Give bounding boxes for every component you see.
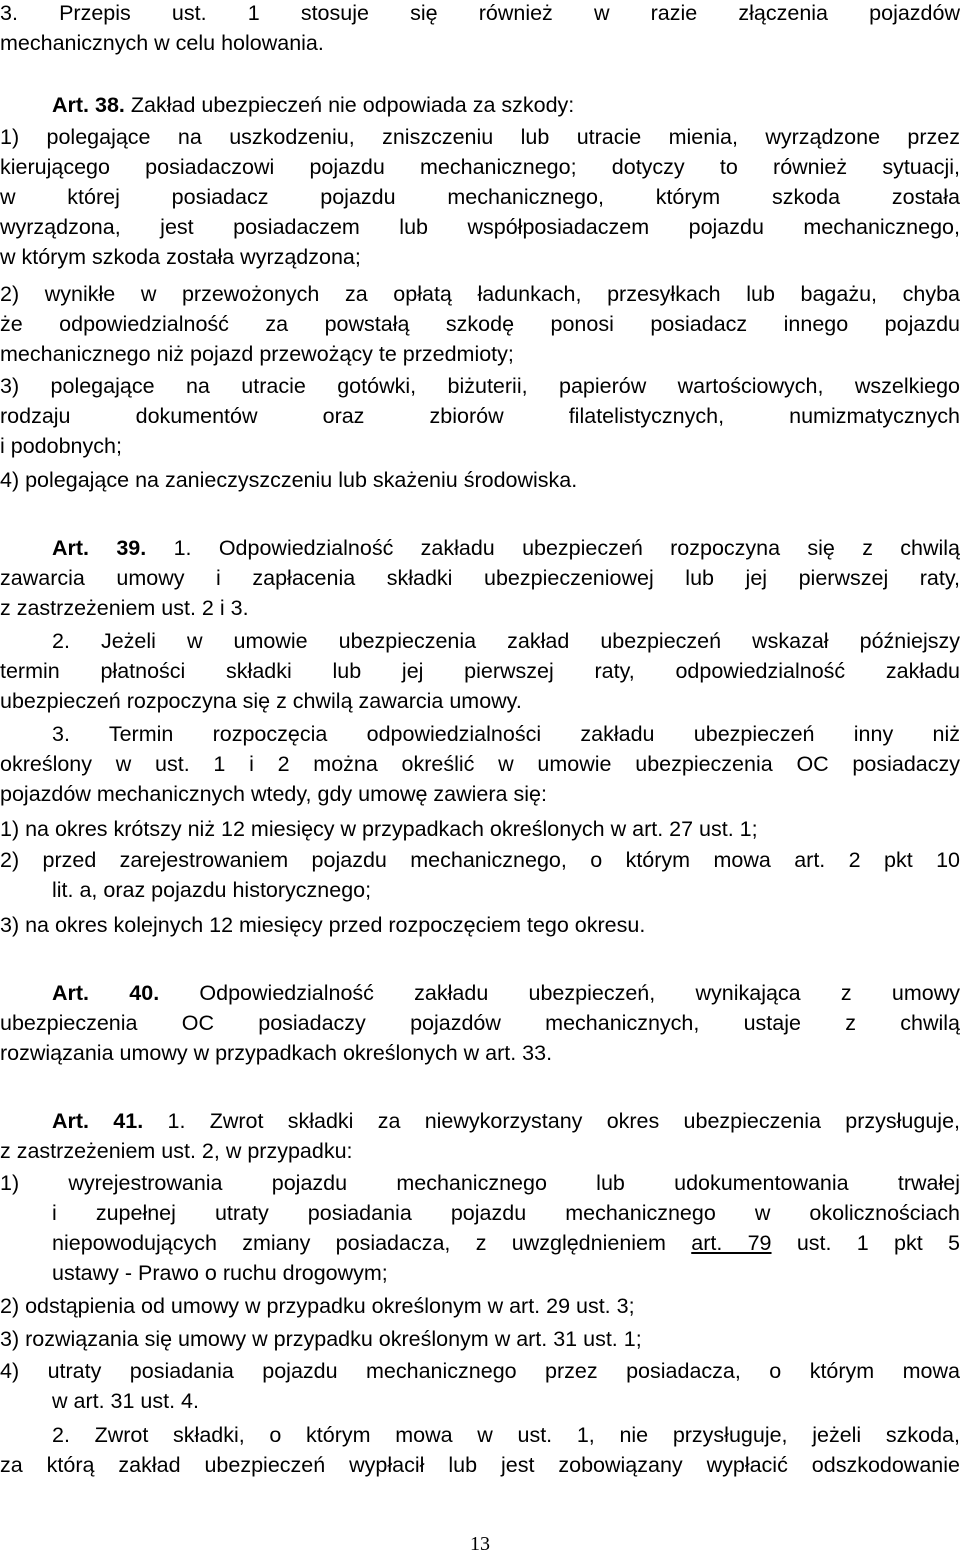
art39-item2-line2: lit. a, oraz pojazdu historycznego;: [52, 878, 372, 902]
art38-item3-line1: 3) polegające na utracie gotówki, biżuterii, papierów wartościowych, wszelkiego: [0, 374, 960, 398]
art38-item3-line2: rodzaju dokumentów oraz zbiorów filatelistycznych, numizmatycznych: [0, 404, 960, 428]
art41-label: Art. 41.: [52, 1109, 144, 1133]
art41-item1-line3-tail: ust. 1 pkt 5: [771, 1231, 960, 1255]
art41-item1-line4: ustawy - Prawo o ruchu drogowym;: [52, 1261, 388, 1285]
art40-line2: ubezpieczenia OC posiadaczy pojazdów mechanicznych, ustaje z chwilą: [0, 1011, 960, 1035]
art39-item1-line1: 1) na okres krótszy niż 12 miesięcy w przypadkach określonych w art. 27 ust. 1;: [0, 817, 758, 841]
art38-item1-line1: 1) polegające na uszkodzeniu, zniszczeniu lub utracie mienia, wyrządzone przez: [0, 125, 960, 149]
art41-para2-line1: 2. Zwrot składki, o którym mowa w ust. 1, nie przysługuje, jeżeli szkoda,: [52, 1423, 960, 1447]
art38-intro: Zakład ubezpieczeń nie odpowiada za szkody:: [124, 93, 575, 117]
art41-para1-line2: z zastrzeżeniem ust. 2, w przypadku:: [0, 1139, 353, 1163]
art39-heading: [52, 535, 960, 561]
art37-para3-line2: mechanicznych w celu holowania.: [0, 31, 324, 55]
art38-item2-line1: 2) wynikłe w przewożonych za opłatą ładunkach, przesyłkach lub bagażu, chyba: [0, 282, 960, 306]
art41-item2-line1: 2) odstąpienia od umowy w przypadku określonym w art. 29 ust. 3;: [0, 1294, 635, 1318]
art41-item4-line2: w art. 31 ust. 4.: [52, 1389, 199, 1413]
art38-item1-line2: kierującego posiadaczowi pojazdu mechanicznego; dotyczy to również sytuacji,: [0, 155, 960, 179]
art40-line3: rozwiązania umowy w przypadkach określonych w art. 33.: [0, 1041, 553, 1065]
page-number: 13: [470, 1533, 490, 1555]
art38-item4-line1: 4) polegające na zanieczyszczeniu lub skażeniu środowiska.: [0, 468, 578, 492]
art38-label: Art. 38.: [52, 93, 125, 117]
art38-item1-line4: wyrządzona, jest posiadaczem lub współposiadaczem pojazdu mechanicznego,: [0, 215, 960, 239]
art41-item1-line2: i zupełnej utraty posiadania pojazdu mechanicznego w okolicznościach: [52, 1201, 960, 1225]
art39-para3-line2: określony w ust. 1 i 2 można określić w umowie ubezpieczenia OC posiadaczy: [0, 752, 960, 776]
art38-item1-line5: w którym szkoda została wyrządzona;: [0, 245, 361, 269]
art41-item1-line3: [52, 1230, 960, 1256]
art41-heading: [52, 1108, 960, 1134]
art38-item1-line3: w której posiadacz pojazdu mechanicznego, którym szkoda została: [0, 185, 960, 209]
art39-para3-line1: 3. Termin rozpoczęcia odpowiedzialności zakładu ubezpieczeń inny niż: [52, 722, 960, 746]
art39-para2-line1: 2. Jeżeli w umowie ubezpieczenia zakład ubezpieczeń wskazał późniejszy: [52, 629, 960, 653]
art39-item2-line1: 2) przed zarejestrowaniem pojazdu mechanicznego, o którym mowa art. 2 pkt 10: [0, 848, 960, 872]
art41-item3-line1: 3) rozwiązania się umowy w przypadku określonym w art. 31 ust. 1;: [0, 1327, 642, 1351]
art39-para2-line2: termin płatności składki lub jej pierwszej raty, odpowiedzialność zakładu: [0, 659, 960, 683]
art40-label: Art. 40.: [52, 981, 160, 1005]
art79-link[interactable]: art. 79: [691, 1231, 772, 1255]
art41-para1-line1: 1. Zwrot składki za niewykorzystany okres ubezpieczenia przysługuje,: [143, 1109, 960, 1133]
art39-para3-line3: pojazdów mechanicznych wtedy, gdy umowę zawiera się:: [0, 782, 547, 806]
art40-line1: Odpowiedzialność zakładu ubezpieczeń, wynikająca z umowy: [159, 981, 960, 1005]
art41-item1-line3-text: niepowodujących zmiany posiadacza, z uwzględnieniem: [52, 1231, 692, 1255]
art41-item4-line1: 4) utraty posiadania pojazdu mechanicznego przez posiadacza, o którym mowa: [0, 1359, 960, 1383]
art39-item3-line1: 3) na okres kolejnych 12 miesięcy przed rozpoczęciem tego okresu.: [0, 913, 646, 937]
art40-heading: [52, 980, 960, 1006]
art39-label: Art. 39.: [52, 536, 147, 560]
art38-heading: [52, 92, 960, 118]
art38-item3-line3: i podobnych;: [0, 434, 122, 458]
art38-item2-line2: że odpowiedzialność za powstałą szkodę ponosi posiadacz innego pojazdu: [0, 312, 960, 336]
art38-item2-line3: mechanicznego niż pojazd przewożący te przedmioty;: [0, 342, 514, 366]
art39-para1-line2: zawarcia umowy i zapłacenia składki ubezpieczeniowej lub jej pierwszej raty,: [0, 566, 960, 590]
art39-para1-line3: z zastrzeżeniem ust. 2 i 3.: [0, 596, 249, 620]
art39-para2-line3: ubezpieczeń rozpoczyna się z chwilą zawarcia umowy.: [0, 689, 522, 713]
art41-para2-line2: za którą zakład ubezpieczeń wypłacił lub jest zobowiązany wypłacić odszkodowanie: [0, 1453, 960, 1477]
art41-item1-line1: 1) wyrejestrowania pojazdu mechanicznego lub udokumentowania trwałej: [0, 1171, 960, 1195]
art37-para3-line1: 3. Przepis ust. 1 stosuje się również w razie złączenia pojazdów: [0, 1, 960, 25]
art39-para1-line1: 1. Odpowiedzialność zakładu ubezpieczeń rozpoczyna się z chwilą: [146, 536, 960, 560]
